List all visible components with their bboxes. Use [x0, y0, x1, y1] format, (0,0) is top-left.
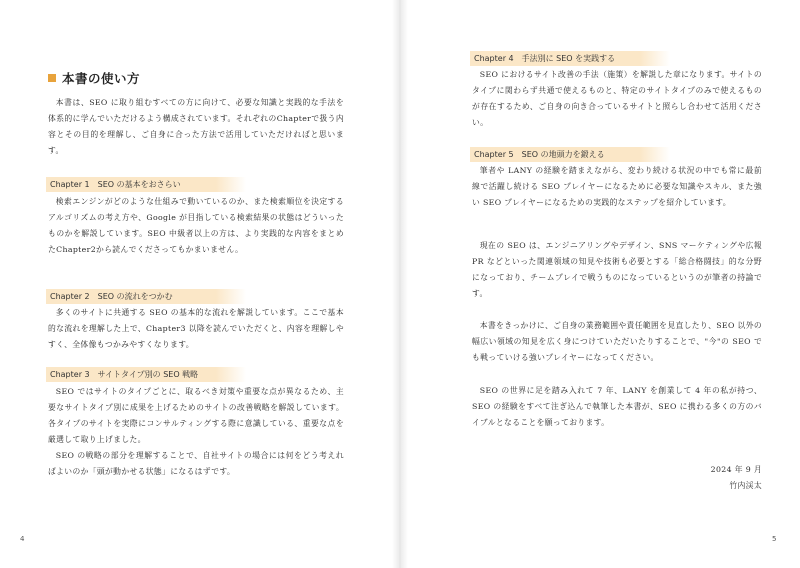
intro-paragraph: 本書は、SEO に取り組むすべての方に向けて、必要な知識と実践的な手法を体系的に学んでいただけるよう構成されています。それぞれのChapterで扱う内容とその目的を理解し、ご自身に合った方法で活用していただければと思います。 [48, 98, 344, 155]
chapter-5-body: 筆者や LANY の経験を踏まえながら、変わり続ける状況の中でも常に最前線で活躍し続ける SEO プレイヤーになるために必要な知識やスキル、また強い SEO プレイヤーになるための実践的なステップを紹介しています。 [472, 166, 762, 207]
chapter-1-heading-text: Chapter 1 SEO の基本をおさらい [50, 180, 181, 189]
chapter-2-body: 多くのサイトに共通する SEO の基本的な流れを解説しています。ここで基本的な流れを理解した上で、Chapter3 以降を読んでいただくと、内容を理解しやすく、全体像もつかみやすくなります。 [48, 308, 344, 349]
page-number-right: 5 [772, 535, 777, 543]
chapter-1-body: 検索エンジンがどのような仕組みで動いているのか、また検索順位を決定するアルゴリズムの考え方や、Google が目指している検索結果の状態はどういったものかを解説しています。SEO 中級者以上の方は、より実践的な内容をまとめたChapter2から読んでくださってもかまいません。 [48, 197, 344, 254]
chapter-3-heading [46, 367, 246, 382]
chapter-4-body: SEO におけるサイト改善の手法（施策）を解説した章になります。サイトのタイプに関わらず共通で使えるものと、特定のサイトタイプのみで使えるものが存在するため、ご自身の向き合っているサイトと照らし合わせて活用ください。 [472, 70, 762, 127]
signature-date: 2024 年 9 月 [710, 465, 762, 474]
chapter-3-heading-text: Chapter 3 サイトタイプ別の SEO 戦略 [50, 370, 199, 379]
page-number-left: 4 [20, 535, 25, 543]
title-square-marker [48, 74, 56, 82]
signature-block [630, 462, 762, 494]
chapter-4-heading-text: Chapter 4 手法別に SEO を実践する [474, 54, 616, 63]
closing-paragraph-1: 現在の SEO は、エンジニアリングやデザイン、SNS マーケティングや広報 PR などといった関連領域の知見や技術も必要とする「総合格闘技」的な分野になっており、チームプレイで戦うものになっているというのが筆者の持論です。 [472, 241, 762, 298]
chapter-5-heading-text: Chapter 5 SEO の地頭力を鍛える [474, 150, 605, 159]
signature-author: 竹内渓太 [729, 481, 762, 490]
chapter-2-heading [46, 289, 246, 304]
chapter-3-body: SEO ではサイトのタイプごとに、取るべき対策や重要な点が異なるため、主要なサイトタイプ別に成果を上げるためのサイトの改善戦略を解説しています。各タイプのサイトを実際にコンサルティングする際に意識している、重要な点を厳選して取り上げました。 [48, 387, 344, 444]
closing-paragraph-2: 本書をきっかけに、ご自身の業務範囲や責任範囲を見直したり、SEO 以外の幅広い領域の知見を広く身につけていただいたりすることで、"今"の SEO でも戦っていける強いプレイヤーになってください。 [472, 321, 762, 362]
right-page [400, 0, 800, 568]
chapter-1-heading [46, 177, 246, 192]
chapter-2-heading-text: Chapter 2 SEO の流れをつかむ [50, 292, 173, 301]
chapter-4-heading [470, 51, 670, 66]
chapter-3-body-2: SEO の戦略の部分を理解することで、自社サイトの場合には何をどう考えればよいのか「頭が動かせる状態」になるはずです。 [48, 451, 344, 476]
section-title-text: 本書の使い方 [62, 71, 141, 86]
section-title [48, 69, 140, 87]
chapter-5-heading [470, 147, 670, 162]
closing-paragraph-3: SEO の世界に足を踏み入れて 7 年、LANY を創業して 4 年の私が持つ、SEO の経験をすべて注ぎ込んで執筆した本書が、SEO に携わる多くの方のバイブルとなることを願っております。 [472, 386, 762, 427]
